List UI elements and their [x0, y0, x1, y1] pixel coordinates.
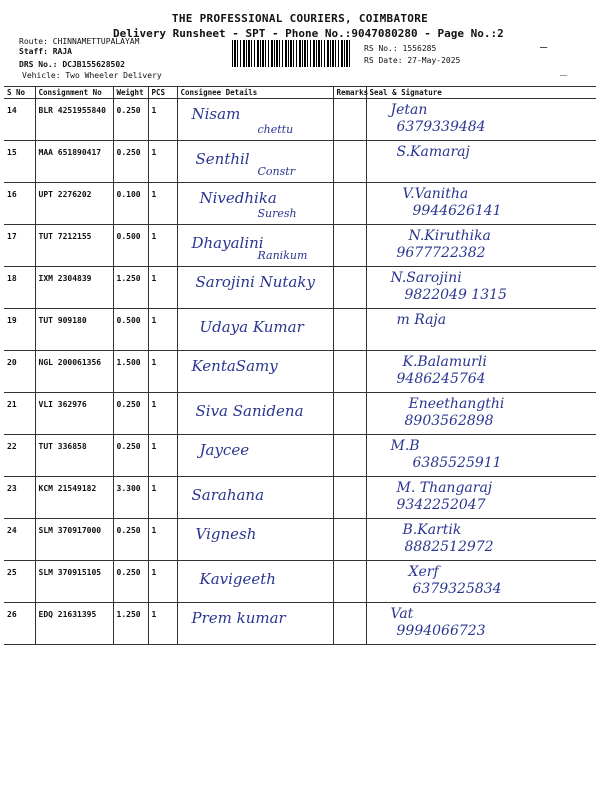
- serial-number: 15: [4, 141, 35, 183]
- remarks: [333, 99, 366, 141]
- consignee-details: [177, 561, 333, 603]
- receiver-phone: 6379339484: [396, 119, 486, 135]
- seal-signature: [366, 351, 596, 393]
- seal-signature: [366, 225, 596, 267]
- remarks: [333, 267, 366, 309]
- consignee-name-extra: Ranikum: [257, 249, 308, 262]
- consignment-number: MAA 651890417: [35, 141, 113, 183]
- weight: 1.250: [113, 603, 148, 645]
- signature: Vat: [390, 606, 414, 622]
- pen-mark: —: [540, 40, 548, 54]
- company-name: THE PROFESSIONAL COURIERS, COIMBATORE: [171, 12, 429, 25]
- remarks: [333, 393, 366, 435]
- signature: N.Kiruthika: [408, 228, 491, 244]
- consignee-details: [177, 309, 333, 351]
- table-row: [4, 393, 596, 435]
- weight: 0.500: [113, 225, 148, 267]
- signature: Xerf: [408, 564, 439, 580]
- staff-value: RAJA: [52, 47, 72, 56]
- consignee-details: [177, 603, 333, 645]
- signature: S.Kamaraj: [396, 144, 470, 160]
- route-value: CHINNAMETTUPALAYAM: [52, 37, 140, 46]
- weight: 1.250: [113, 267, 148, 309]
- rs-no-value: 1556285: [402, 44, 437, 53]
- consignment-number: EDQ 21631395: [35, 603, 113, 645]
- consignment-number: BLR 4251955840: [35, 99, 113, 141]
- pieces: 1: [148, 561, 177, 603]
- receiver-phone: 9944626141: [412, 203, 502, 219]
- receiver-phone: 8882512972: [404, 539, 494, 555]
- col-header-sno: S No: [4, 87, 35, 99]
- consignee-name: Dhayalini: [191, 234, 264, 252]
- remarks: [333, 519, 366, 561]
- consignment-number: TUT 909180: [35, 309, 113, 351]
- weight: 0.100: [113, 183, 148, 225]
- receiver-phone: 9342252047: [396, 497, 486, 513]
- weight: 3.300: [113, 477, 148, 519]
- consignment-number: SLM 370917000: [35, 519, 113, 561]
- remarks: [333, 351, 366, 393]
- weight: 0.250: [113, 393, 148, 435]
- staff-label: Staff:: [19, 47, 48, 56]
- rs-date-line: [364, 56, 460, 65]
- runsheet-table: [4, 86, 596, 645]
- consignee-name: Kavigeeth: [199, 570, 276, 588]
- consignment-number: VLI 362976: [35, 393, 113, 435]
- consignee-name: Sarahana: [191, 486, 265, 504]
- serial-number: 26: [4, 603, 35, 645]
- pieces: 1: [148, 435, 177, 477]
- serial-number: 18: [4, 267, 35, 309]
- col-header-remarks: Remarks: [333, 87, 366, 99]
- table-row: [4, 225, 596, 267]
- signature: Eneethangthi: [408, 396, 505, 412]
- pieces: 1: [148, 393, 177, 435]
- pieces: 1: [148, 99, 177, 141]
- consignee-details: [177, 435, 333, 477]
- consignee-details: [177, 351, 333, 393]
- serial-number: 22: [4, 435, 35, 477]
- col-header-seal-signature: Seal & Signature: [366, 87, 596, 99]
- consignee-details: [177, 141, 333, 183]
- weight: 0.250: [113, 141, 148, 183]
- serial-number: 14: [4, 99, 35, 141]
- consignment-number: SLM 370915105: [35, 561, 113, 603]
- consignment-number: TUT 336858: [35, 435, 113, 477]
- remarks: [333, 225, 366, 267]
- remarks: [333, 183, 366, 225]
- signature: K.Balamurli: [402, 354, 487, 370]
- receiver-phone: 9677722382: [396, 245, 486, 261]
- signature: M.B: [390, 438, 420, 454]
- consignee-details: [177, 183, 333, 225]
- serial-number: 20: [4, 351, 35, 393]
- barcode: [232, 40, 352, 67]
- route-label: Route:: [19, 37, 48, 46]
- weight: 1.500: [113, 351, 148, 393]
- table-row: [4, 435, 596, 477]
- table-row: [4, 183, 596, 225]
- rs-date-label: RS Date:: [364, 56, 403, 65]
- pieces: 1: [148, 267, 177, 309]
- staff-line: [19, 47, 72, 56]
- pieces: 1: [148, 183, 177, 225]
- receiver-phone: 6379325834: [412, 581, 502, 597]
- consignee-name-extra: Suresh: [257, 207, 297, 220]
- pieces: 1: [148, 225, 177, 267]
- consignment-number: TUT 7212155: [35, 225, 113, 267]
- consignee-name: Nisam: [191, 105, 241, 123]
- weight: 0.250: [113, 99, 148, 141]
- weight: 0.500: [113, 309, 148, 351]
- consignee-details: [177, 99, 333, 141]
- vehicle-value: Two Wheeler Delivery: [65, 71, 162, 80]
- seal-signature: [366, 183, 596, 225]
- consignment-number: IXM 2304839: [35, 267, 113, 309]
- seal-signature: [366, 477, 596, 519]
- table-row: [4, 519, 596, 561]
- serial-number: 25: [4, 561, 35, 603]
- table-row: [4, 477, 596, 519]
- vehicle-label: Vehicle:: [22, 71, 61, 80]
- remarks: [333, 435, 366, 477]
- signature: m Raja: [396, 312, 447, 328]
- table-row: [4, 141, 596, 183]
- consignee-name-extra: Constr: [257, 165, 295, 178]
- table-row: [4, 603, 596, 645]
- serial-number: 24: [4, 519, 35, 561]
- col-header-weight: Weight: [113, 87, 148, 99]
- signature: Jetan: [390, 102, 428, 118]
- consignee-name: Udaya Kumar: [199, 318, 304, 336]
- consignee-name: Jaycee: [199, 441, 250, 459]
- table-row: [4, 351, 596, 393]
- consignee-name: Sarojini Nutaky: [195, 273, 315, 291]
- pen-mark: _: [560, 62, 568, 76]
- signature: B.Kartik: [402, 522, 462, 538]
- serial-number: 17: [4, 225, 35, 267]
- receiver-phone: 6385525911: [412, 455, 502, 471]
- table-row: [4, 99, 596, 141]
- consignee-name: Nivedhika: [199, 189, 277, 207]
- drs-line: [19, 60, 125, 69]
- consignee-details: [177, 477, 333, 519]
- pieces: 1: [148, 141, 177, 183]
- seal-signature: [366, 267, 596, 309]
- consignee-details: [177, 267, 333, 309]
- signature: M. Thangaraj: [396, 480, 493, 496]
- pieces: 1: [148, 519, 177, 561]
- rs-date-value: 27-May-2025: [407, 56, 461, 65]
- col-header-pcs: PCS: [148, 87, 177, 99]
- consignee-details: [177, 393, 333, 435]
- consignee-details: [177, 519, 333, 561]
- consignee-name: KentaSamy: [191, 357, 278, 375]
- pieces: 1: [148, 477, 177, 519]
- signature: V.Vanitha: [402, 186, 469, 202]
- seal-signature: [366, 435, 596, 477]
- serial-number: 21: [4, 393, 35, 435]
- serial-number: 23: [4, 477, 35, 519]
- remarks: [333, 561, 366, 603]
- pieces: 1: [148, 603, 177, 645]
- receiver-phone: 9994066723: [396, 623, 486, 639]
- weight: 0.250: [113, 561, 148, 603]
- seal-signature: [366, 603, 596, 645]
- weight: 0.250: [113, 519, 148, 561]
- consignee-name: Vignesh: [195, 525, 257, 543]
- receiver-phone: 8903562898: [404, 413, 494, 429]
- receiver-phone: 9822049 1315: [404, 287, 507, 303]
- table-header-row: [4, 87, 596, 99]
- consignee-name: Senthil: [195, 150, 250, 168]
- route-line: [19, 37, 139, 46]
- seal-signature: [366, 519, 596, 561]
- consignee-name-extra: chettu: [257, 123, 294, 136]
- remarks: [333, 309, 366, 351]
- seal-signature: [366, 393, 596, 435]
- consignee-name: Siva Sanidena: [195, 402, 304, 420]
- consignee-details: [177, 225, 333, 267]
- pieces: 1: [148, 351, 177, 393]
- rs-no-label: RS No.:: [364, 44, 398, 53]
- consignee-name: Prem kumar: [191, 609, 286, 627]
- pieces: 1: [148, 309, 177, 351]
- col-header-consignment: Consignment No: [35, 87, 113, 99]
- consignment-number: UPT 2276202: [35, 183, 113, 225]
- seal-signature: [366, 309, 596, 351]
- consignment-number: NGL 200061356: [35, 351, 113, 393]
- remarks: [333, 477, 366, 519]
- weight: 0.250: [113, 435, 148, 477]
- serial-number: 16: [4, 183, 35, 225]
- remarks: [333, 603, 366, 645]
- seal-signature: [366, 141, 596, 183]
- serial-number: 19: [4, 309, 35, 351]
- col-header-consignee: Consignee Details: [177, 87, 333, 99]
- table-row: [4, 309, 596, 351]
- seal-signature: [366, 99, 596, 141]
- consignment-number: KCM 21549182: [35, 477, 113, 519]
- receiver-phone: 9486245764: [396, 371, 486, 387]
- table-row: [4, 561, 596, 603]
- vehicle-line: [22, 71, 162, 80]
- table-row: [4, 267, 596, 309]
- runsheet-title: Delivery Runsheet - SPT - Phone No.:9047080280 - Page No.:2: [113, 27, 504, 40]
- remarks: [333, 141, 366, 183]
- rs-no-line: [364, 44, 436, 53]
- signature: N.Sarojini: [390, 270, 462, 286]
- drs-value: DCJB155628502: [62, 60, 125, 69]
- drs-label: DRS No.:: [19, 60, 58, 69]
- seal-signature: [366, 561, 596, 603]
